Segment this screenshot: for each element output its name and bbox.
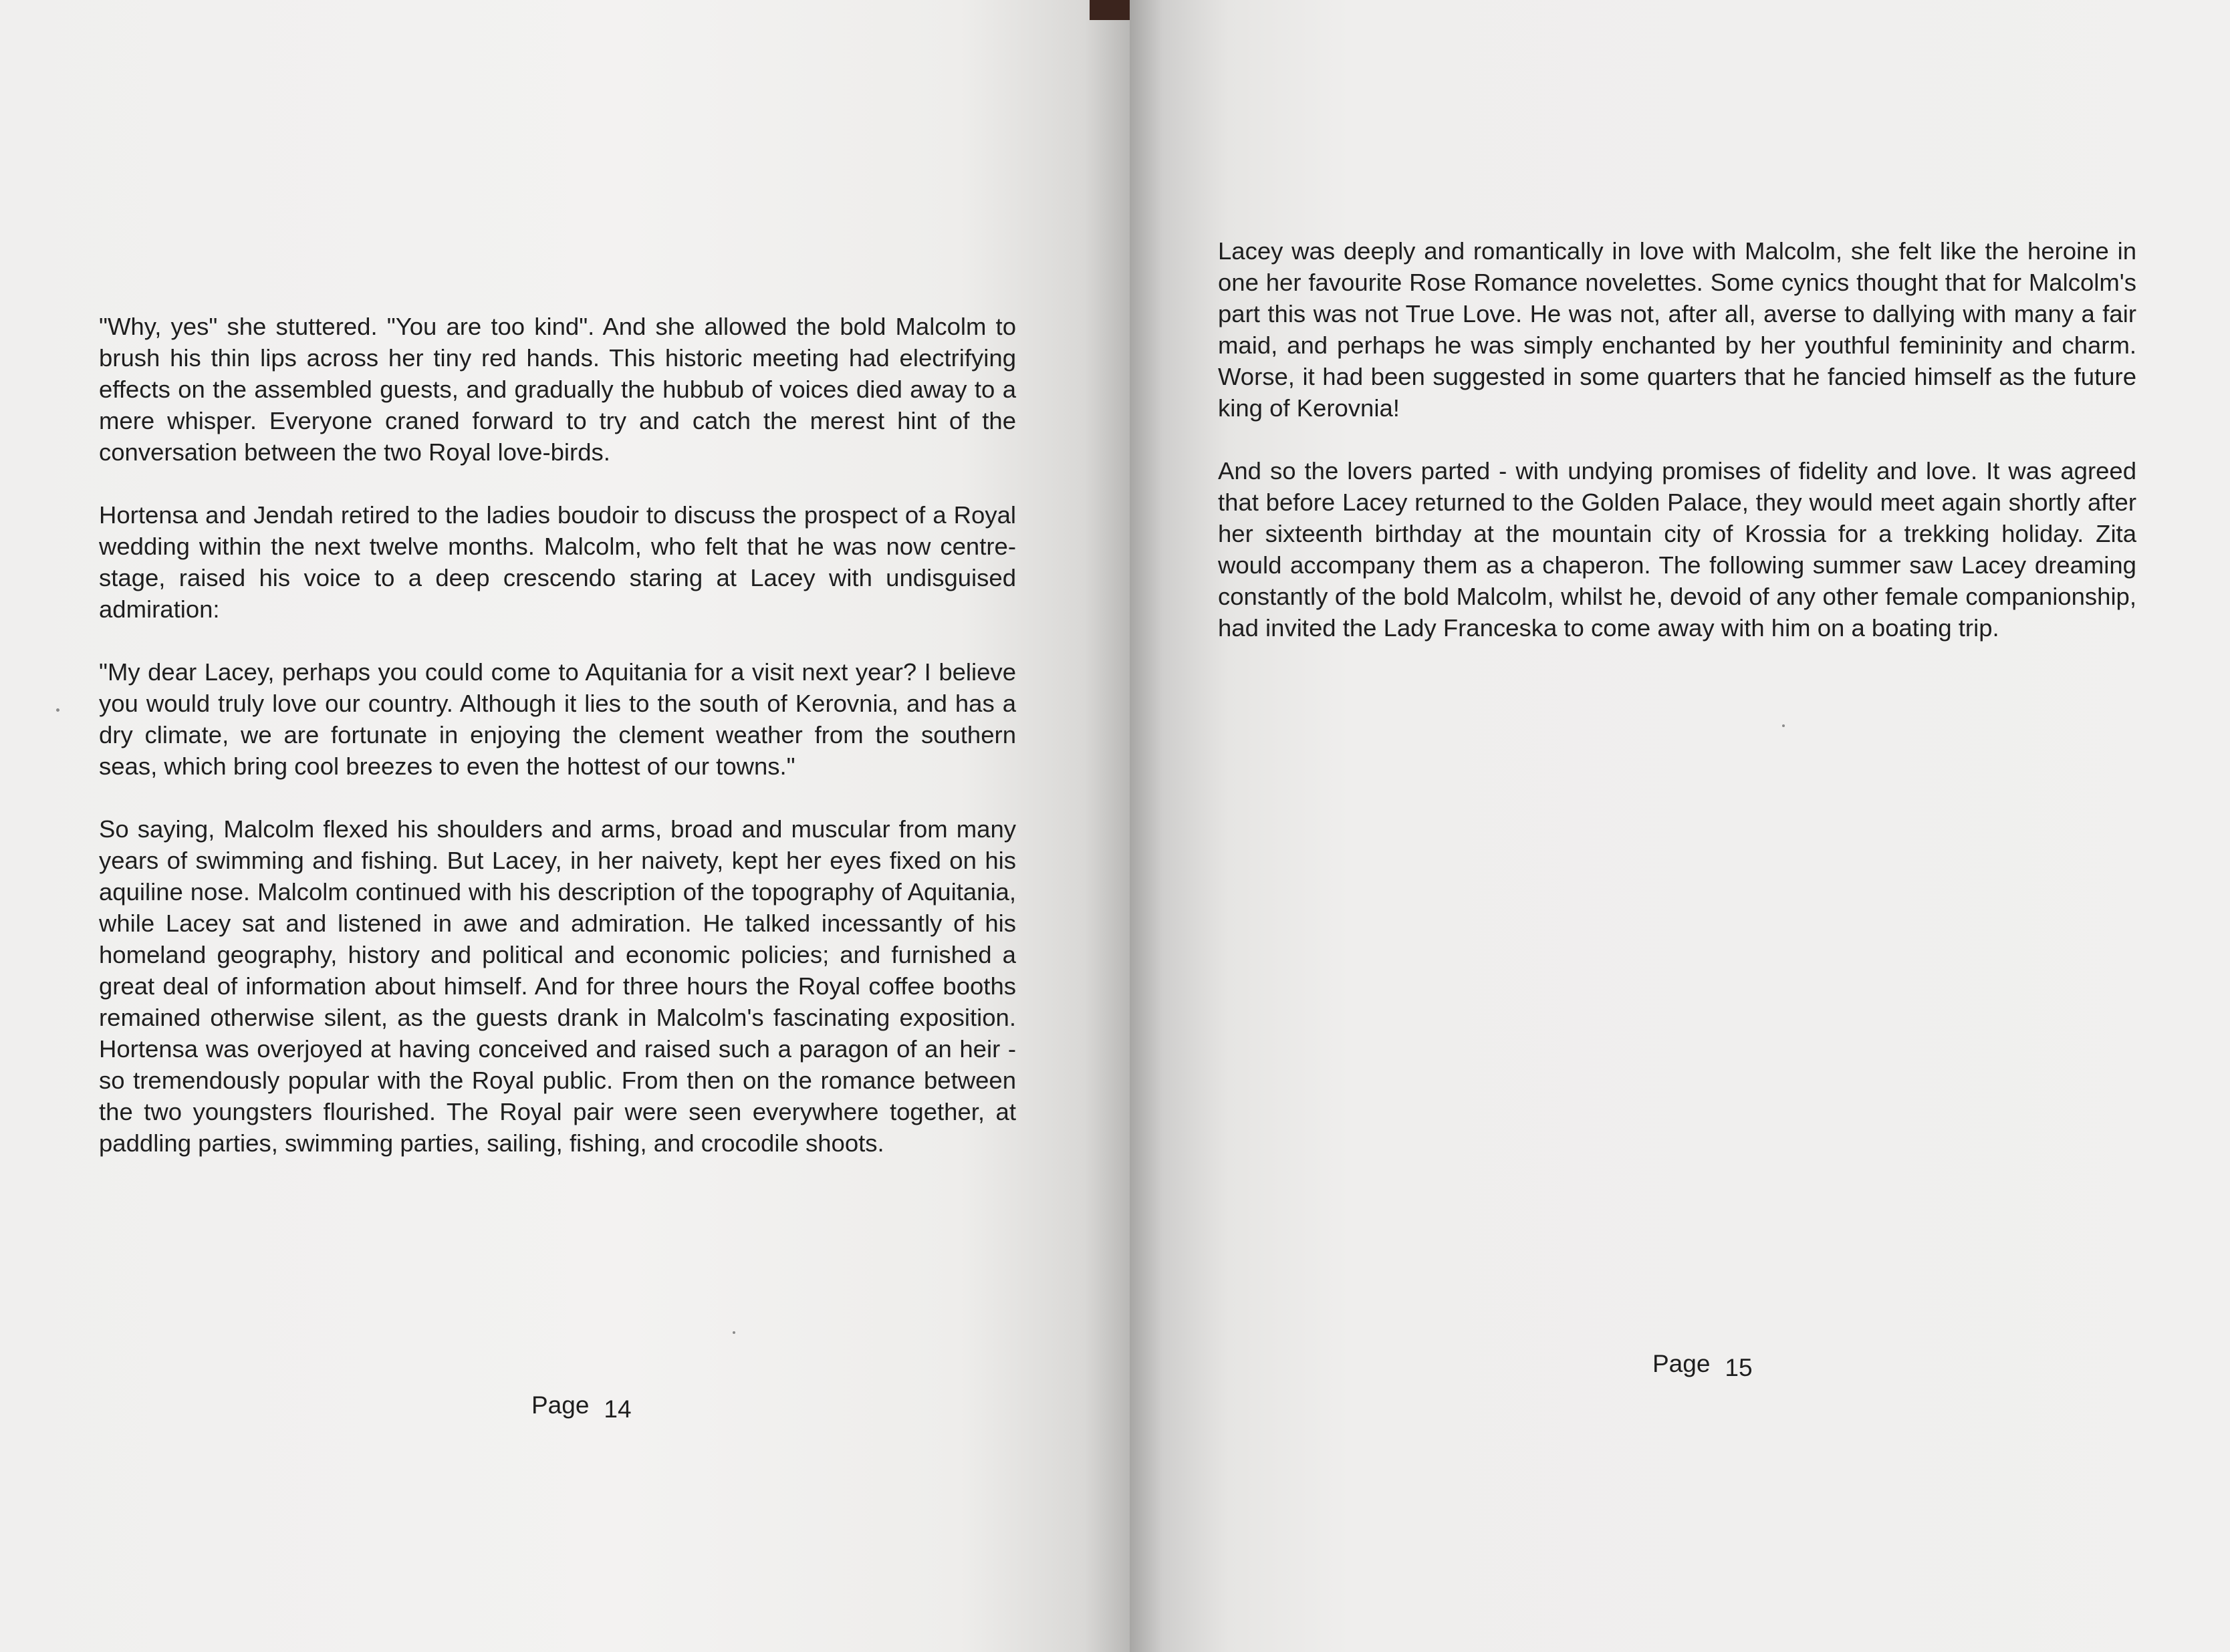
paper-speck [1782,724,1785,727]
page-label: Page [1652,1350,1711,1377]
page-label: Page [531,1391,590,1419]
paper-speck [733,1331,735,1334]
binding-shadow [1090,0,1130,20]
paragraph: "Why, yes" she stuttered. "You are too kind". And she allowed the bold Malcolm to brush his thin lips across her tiny red hands. This historic meeting had electrifying effects on the assembled guests, and gradually the hubbub of voices died away to a mere whisper. Everyone craned forward to try and catch the merest hint of the conversation between the two Royal love-birds. [99,313,1016,466]
page-number-left [531,1391,632,1423]
paragraph: And so the lovers parted - with undying promises of fidelity and love. It was agreed that before Lacey returned to the Golden Palace, they would meet again shortly after her sixteenth birthday at the mountain city of Krossia for a trekking holiday. Zita would accompany them as a chaperon. The following summer saw Lacey dreaming constantly of the bold Malcolm, whilst he, devoid of any other female companionship, had invited the Lady Franceska to come away with him on a boating trip. [1218,457,2136,642]
page-number-value: 14 [604,1395,632,1423]
paragraph: So saying, Malcolm flexed his shoulders and arms, broad and muscular from many years of swimming and fishing. But Lacey, in her naivety, kept her eyes fixed on his aquiline nose. Malcolm continued with his description of the topography of Aquitania, while Lacey sat and listened in awe and admiration. He talked incessantly of his homeland geography, history and political and economic policies; and furnished a great deal of information about himself. And for three hours the Royal coffee booths remained otherwise silent, as the guests drank in Malcolm's fascinating exposition. Hortensa was overjoyed at having conceived and raised such a paragon of an heir - so tremendously popular with the Royal public. From then on the romance between the two youngsters flourished. The Royal pair were seen everywhere together, at paddling parties, swimming parties, sailing, fishing, and crocodile shoots. [99,815,1016,1157]
page-number-value: 15 [1725,1354,1753,1381]
paragraph: Hortensa and Jendah retired to the ladies boudoir to discuss the prospect of a Royal wedding within the next twelve months. Malcolm, who felt that he was now centre-stage, raised his voice to a deep crescendo staring at Lacey with undisguised admiration: [99,501,1016,623]
left-page-body [99,311,1016,1190]
paper-speck [56,708,59,712]
paragraph: Lacey was deeply and romantically in love with Malcolm, she felt like the heroine in one her favourite Rose Romance novelettes. Some cynics thought that for Malcolm's part this was not True Love. He was not, after all, averse to dallying with many a fair maid, and perhaps he was simply enchanted by her youthful femininity and charm. Worse, it had been suggested in some quarters that he fancied himself as the future king of Kerovnia! [1218,237,2136,422]
right-page-body [1218,235,2136,675]
page-number-right [1652,1350,1753,1381]
paragraph: "My dear Lacey, perhaps you could come to Aquitania for a visit next year? I believe you would truly love our country. Although it lies to the south of Kerovnia, and has a dry climate, we are fortunate in enjoying the clement weather from the southern seas, which bring cool breezes to even the hottest of our towns." [99,658,1016,780]
